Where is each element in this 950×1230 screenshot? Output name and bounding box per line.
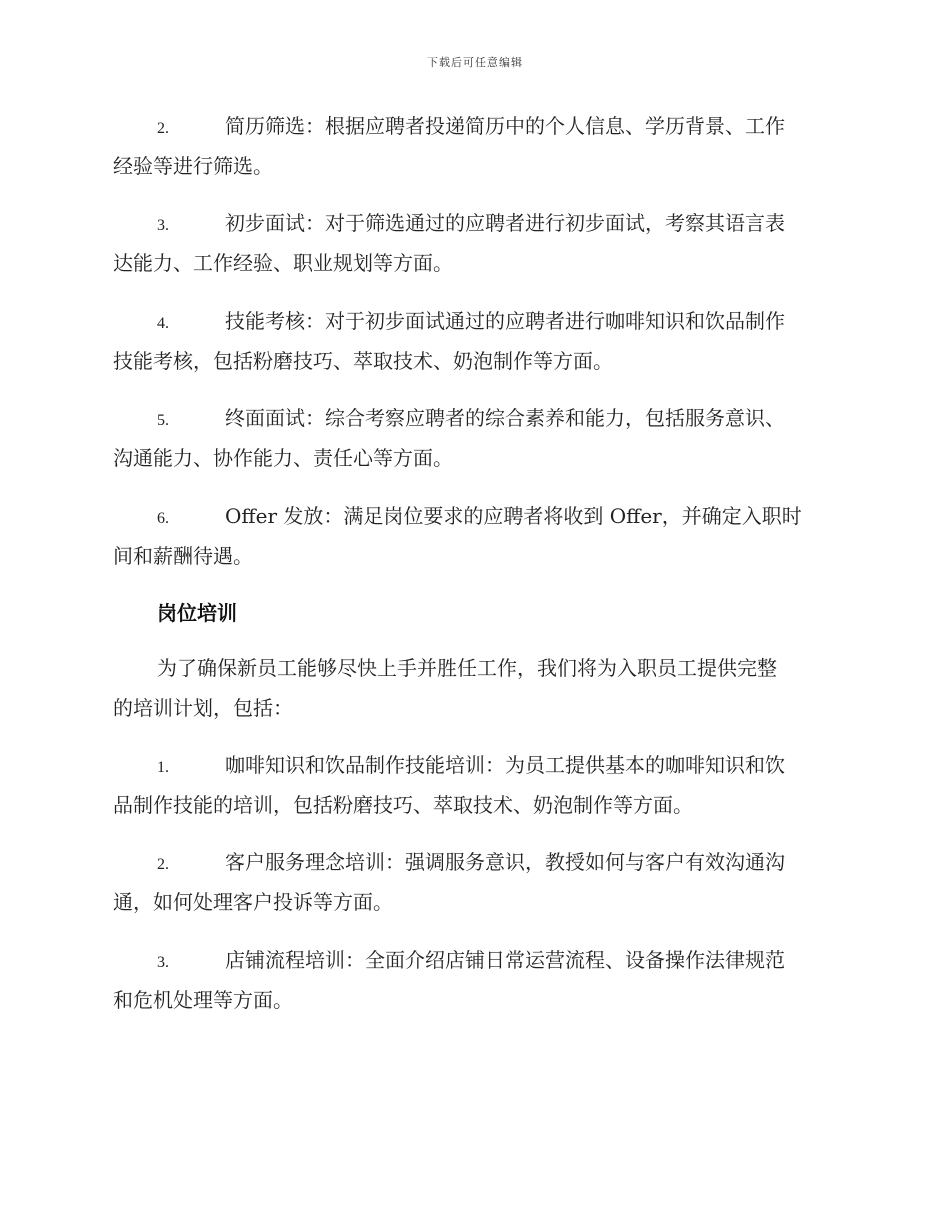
list-item: [113, 496, 833, 576]
list-item: [113, 106, 833, 186]
list-item-continuation: 品制作技能的培训，包括粉磨技巧、萃取技术、奶泡制作等方面。: [113, 793, 693, 817]
list-item: [113, 301, 833, 381]
list-number: 4.: [157, 315, 169, 332]
intro-paragraph: [113, 648, 833, 728]
list-item-text: 简历筛选：根据应聘者投递简历中的个人信息、学历背景、工作: [225, 114, 785, 138]
list-item: [113, 745, 833, 825]
list-number: 3.: [157, 954, 169, 971]
list-item-text: 客户服务理念培训：强调服务意识，教授如何与客户有效沟通沟: [225, 850, 785, 874]
list-item: [113, 940, 833, 1020]
list-number: 6.: [157, 510, 169, 527]
list-item-continuation: 达能力、工作经验、职业规划等方面。: [113, 251, 453, 275]
list-item-text: 技能考核：对于初步面试通过的应聘者进行咖啡知识和饮品制作: [225, 309, 785, 333]
list-item-text: 初步面试：对于筛选通过的应聘者进行初步面试，考察其语言表: [225, 211, 785, 235]
list-item-continuation: 技能考核，包括粉磨技巧、萃取技术、奶泡制作等方面。: [113, 349, 613, 373]
list-item-continuation: 沟通能力、协作能力、责任心等方面。: [113, 446, 453, 470]
intro-continuation: 的培训计划，包括：: [113, 696, 293, 720]
page-header: 下载后可任意编辑: [427, 56, 523, 69]
list-item-continuation: 经验等进行筛选。: [113, 154, 273, 178]
list-item-continuation: 间和薪酬待遇。: [113, 544, 253, 568]
list-number: 1.: [157, 759, 169, 776]
list-item-continuation: 通，如何处理客户投诉等方面。: [113, 890, 393, 914]
list-item-text: Offer 发放：满足岗位要求的应聘者将收到 Offer，并确定入职时: [225, 504, 802, 528]
list-item: [113, 398, 833, 478]
list-number: 2.: [157, 856, 169, 873]
list-item-continuation: 和危机处理等方面。: [113, 988, 293, 1012]
list-number: 2.: [157, 120, 169, 137]
intro-text: 为了确保新员工能够尽快上手并胜任工作，我们将为入职员工提供完整: [157, 656, 777, 680]
section-heading: 岗位培训: [157, 601, 237, 625]
list-item: [113, 203, 833, 283]
list-number: 5.: [157, 412, 169, 429]
list-item: [113, 842, 833, 922]
list-item-text: 终面面试：综合考察应聘者的综合素养和能力，包括服务意识、: [225, 406, 785, 430]
list-number: 3.: [157, 217, 169, 234]
list-item-text: 咖啡知识和饮品制作技能培训：为员工提供基本的咖啡知识和饮: [225, 753, 785, 777]
list-item-text: 店铺流程培训：全面介绍店铺日常运营流程、设备操作法律规范: [225, 948, 785, 972]
